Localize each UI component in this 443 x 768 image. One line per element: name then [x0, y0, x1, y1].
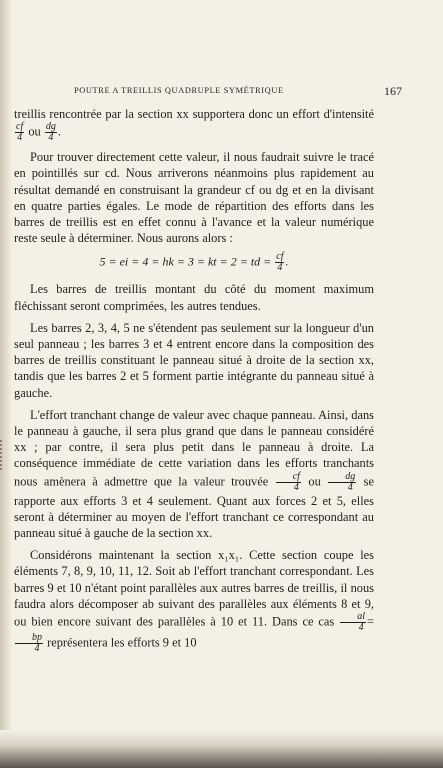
running-title: POUTRE A TREILLIS QUADRUPLE SYMÉTRIQUE: [74, 86, 284, 95]
page-bottom-shadow: [0, 730, 443, 768]
fraction-bp-4: $\frac{bp}{4}$: [15, 633, 43, 654]
formula-equalities: 5 = ei = 4 = hk = 3 = kt = 2 = td = $\frac{cf}{4}$ .: [99, 251, 289, 274]
fraction-cf-4: $\frac{cf}{4}$: [276, 472, 301, 493]
fraction-al-4: $\frac{al}{4}$: [340, 612, 366, 633]
paragraph-5: L'effort tranchant change de valeur avec chaque panneau. Ainsi, dans le panneau à gauche, il sera plus grand que dans le panneau considéré xx ; par contre, il sera plus petit dans le panneau à droite. La conséquence immédiate de cette variation dans les efforts tranchants nous amènera à admettre que la valeur trouvée $\frac{cf}{4}$ ou $\frac{dg}{4}$ se rapporte aux efforts 3 et 4 seulement. Quant aux forces 2 et 5, elles seront à déterminer au moyen de l'effort tranchant ce correspondant au panneau situé à gauche de la section xx.: [14, 407, 374, 541]
paragraph-3: Les barres de treillis montant du côté du moment maximum fléchissant seront comprimées, les autres tendues.: [14, 282, 374, 313]
body-text: [14, 106, 374, 660]
fraction-dg-4: $\frac{dg}{4}$: [328, 472, 356, 493]
fraction-cf-4: $\frac{cf}{4}$: [16, 121, 24, 144]
margin-dots: [0, 440, 10, 470]
fraction-dg-4: $\frac{dg}{4}$: [45, 121, 56, 144]
formula-fraction: $\frac{cf}{4}$: [276, 251, 284, 274]
paragraph-2: Pour trouver directement cette valeur, il nous faudrait suivre le tracé en pointillés sur cd. Nous arriverons néanmoins plus rapidement au résultat demandé en construisant la grandeur cf ou dg et en la divisant en quatre parties égales. Le mode de répartition des efforts dans les barres de treillis est en effet connu à l'avance et la valeur numérique reste seule à déterminer. Nous aurons alors :: [14, 150, 374, 246]
paragraph-6: Considérons maintenant la section x₁x₁. Cette section coupe les éléments 7, 8, 9, 10, 11, 12. Soit ab l'effort tranchant correspondant. Les barres 9 et 10 n'étant point parallèles aux autres barres de treillis, il nous faudra alors décomposer ab suivant des parallèles aux éléments 8 et 9, ou bien encore suivant des parallèles à 10 et 11. Dans ce cas $\frac{al}{4}$ = $\frac{bp}{4}$ représentera les efforts 9 et 10: [14, 548, 374, 655]
paragraph-4: Les barres 2, 3, 4, 5 ne s'étendent pas seulement sur la longueur d'un seul panneau ; les barres 3 et 4 entrent encore dans la composition des barres de treillis constituant le panneau situé à droite de la section xx, tandis que les barres 2 et 5 forment partie intégrante du panneau situé à gauche.: [14, 320, 374, 400]
paragraph-1: treillis rencontrée par la section xx supportera donc un effort d'intensité $\frac{cf}{4}$ ou $\frac{dg}{4}$ .: [14, 107, 374, 144]
page-spine-shadow: [0, 0, 12, 768]
page-number: 167: [384, 84, 402, 98]
